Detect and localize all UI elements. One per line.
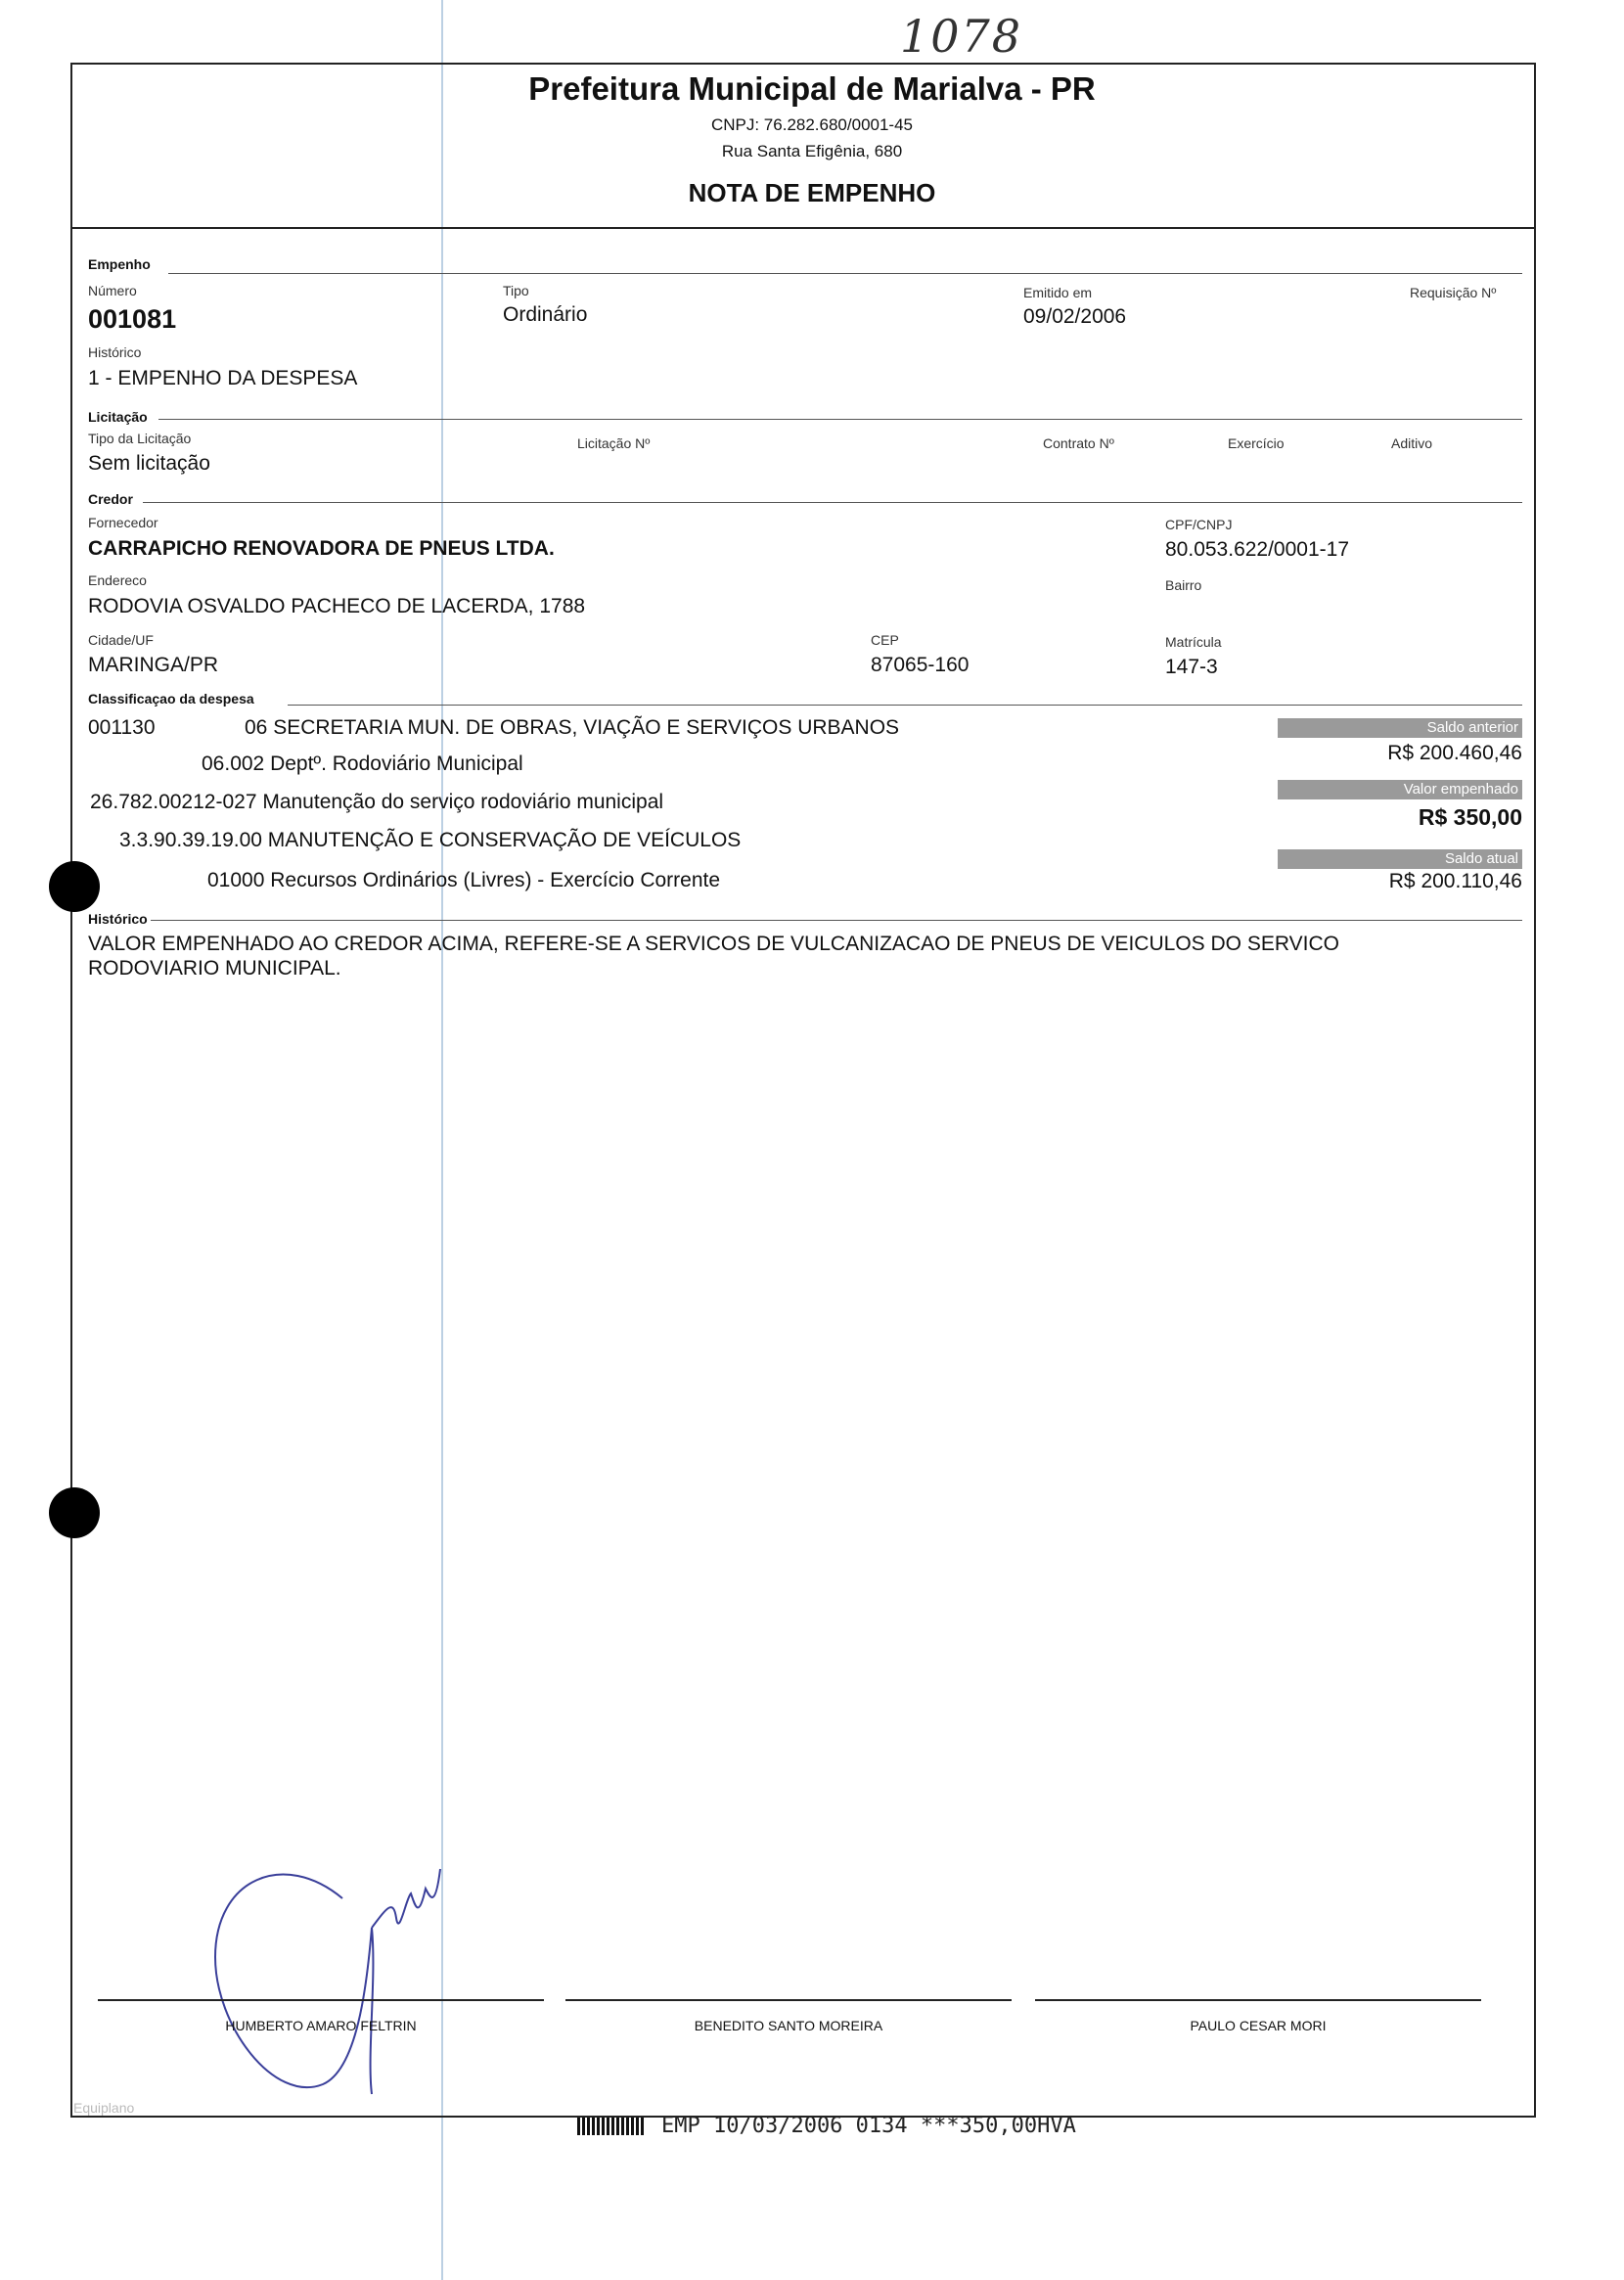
empenho-number: 001081 — [88, 304, 177, 334]
historico-text-line1: VALOR EMPENHADO AO CREDOR ACIMA, REFERE-SE A SERVICOS DE VULCANIZACAO DE PNEUS DE VEICULOS DO SERVICO — [88, 933, 1339, 955]
municipality-title: Prefeitura Municipal de Marialva - PR — [528, 70, 1096, 107]
cep-value: 87065-160 — [871, 654, 970, 676]
punch-hole — [49, 1487, 100, 1538]
software-watermark: Equiplano — [73, 2100, 135, 2116]
section-rule — [158, 419, 1522, 420]
saldo-anterior-value: R$ 200.460,46 — [1387, 742, 1522, 764]
valor-empenhado-bar — [1278, 780, 1522, 799]
contrato-label: Contrato Nº — [1043, 435, 1114, 451]
signature-name-3: PAULO CESAR MORI — [1190, 2018, 1327, 2033]
classificacao-funcional: 26.782.00212-027 Manutenção do serviço rodoviário municipal — [90, 791, 664, 813]
section-rule — [288, 705, 1522, 706]
header-divider — [70, 227, 1536, 229]
aditivo-label: Aditivo — [1391, 435, 1433, 451]
section-rule — [168, 273, 1522, 274]
section-empenho: Empenho — [88, 256, 151, 272]
classificacao-recurso: 01000 Recursos Ordinários (Livres) - Exercício Corrente — [207, 869, 721, 891]
licitacao-numero-label: Licitação Nº — [577, 435, 651, 451]
section-rule — [143, 502, 1522, 503]
endereco-label: Endereco — [88, 572, 147, 588]
classificacao-code: 001130 — [88, 716, 156, 739]
signature-name-1: HUMBERTO AMARO FELTRIN — [225, 2018, 417, 2033]
section-credor: Credor — [88, 491, 133, 507]
cidade-label: Cidade/UF — [88, 632, 154, 648]
cep-label: CEP — [871, 632, 899, 648]
saldo-anterior-bar — [1278, 718, 1522, 738]
punch-hole — [49, 861, 100, 912]
endereco-value: RODOVIA OSVALDO PACHECO DE LACERDA, 1788 — [88, 595, 586, 617]
historico-value: 1 - EMPENHO DA DESPESA — [88, 367, 358, 389]
municipality-address: Rua Santa Efigênia, 680 — [721, 142, 903, 160]
emitido-label: Emitido em — [1023, 285, 1093, 300]
exercicio-label: Exercício — [1228, 435, 1285, 451]
saldo-anterior-label: Saldo anterior — [1426, 719, 1518, 736]
classificacao-unidade: 06.002 Deptº. Rodoviário Municipal — [202, 752, 523, 775]
signature-line — [1035, 1999, 1481, 2001]
section-historico: Histórico — [88, 911, 148, 927]
emitido-value: 09/02/2006 — [1023, 305, 1127, 328]
matricula-label: Matrícula — [1165, 634, 1222, 650]
section-licitacao: Licitação — [88, 409, 148, 425]
valor-empenhado-label: Valor empenhado — [1403, 781, 1518, 798]
numero-label: Número — [88, 283, 137, 298]
requisicao-label: Requisição Nº — [1410, 285, 1497, 300]
signature-line — [98, 1999, 544, 2001]
historico-label: Histórico — [88, 344, 142, 360]
tipo-licitacao-value: Sem licitação — [88, 452, 210, 475]
cidade-value: MARINGA/PR — [88, 654, 219, 676]
matricula-value: 147-3 — [1165, 656, 1218, 678]
bank-stamp-text: EMP 10/03/2006 0134 ***350,00HVA — [661, 2114, 1076, 2138]
saldo-atual-value: R$ 200.110,46 — [1388, 870, 1522, 892]
tipo-licitacao-label: Tipo da Licitação — [88, 431, 192, 446]
section-classificacao: Classificaçao da despesa — [88, 691, 254, 707]
signature-line — [565, 1999, 1012, 2001]
cpf-cnpj-value: 80.053.622/0001-17 — [1165, 538, 1350, 561]
saldo-atual-bar — [1278, 849, 1522, 869]
classificacao-natureza: 3.3.90.39.19.00 MANUTENÇÃO E CONSERVAÇÃO DE VEÍCULOS — [119, 829, 742, 851]
fornecedor-label: Fornecedor — [88, 515, 158, 530]
fornecedor-value: CARRAPICHO RENOVADORA DE PNEUS LTDA. — [88, 537, 555, 560]
bairro-label: Bairro — [1165, 577, 1202, 593]
cpf-cnpj-label: CPF/CNPJ — [1165, 517, 1233, 532]
classificacao-orgao: 06 SECRETARIA MUN. DE OBRAS, VIAÇÃO E SERVIÇOS URBANOS — [245, 716, 900, 739]
bank-logo-icon — [577, 2118, 644, 2135]
section-rule — [151, 920, 1522, 921]
signature-name-2: BENEDITO SANTO MOREIRA — [694, 2018, 883, 2033]
handwritten-page-number: 1078 — [900, 10, 1023, 63]
saldo-atual-label: Saldo atual — [1444, 850, 1518, 867]
document-title: NOTA DE EMPENHO — [688, 178, 936, 207]
tipo-label: Tipo — [503, 283, 529, 298]
municipality-cnpj: CNPJ: 76.282.680/0001-45 — [710, 115, 914, 134]
tipo-value: Ordinário — [503, 303, 588, 326]
historico-text-line2: RODOVIARIO MUNICIPAL. — [88, 957, 341, 980]
bank-stamp — [577, 2114, 1076, 2138]
signature-scribble — [176, 1840, 528, 2133]
valor-empenhado-value: R$ 350,00 — [1418, 804, 1522, 830]
